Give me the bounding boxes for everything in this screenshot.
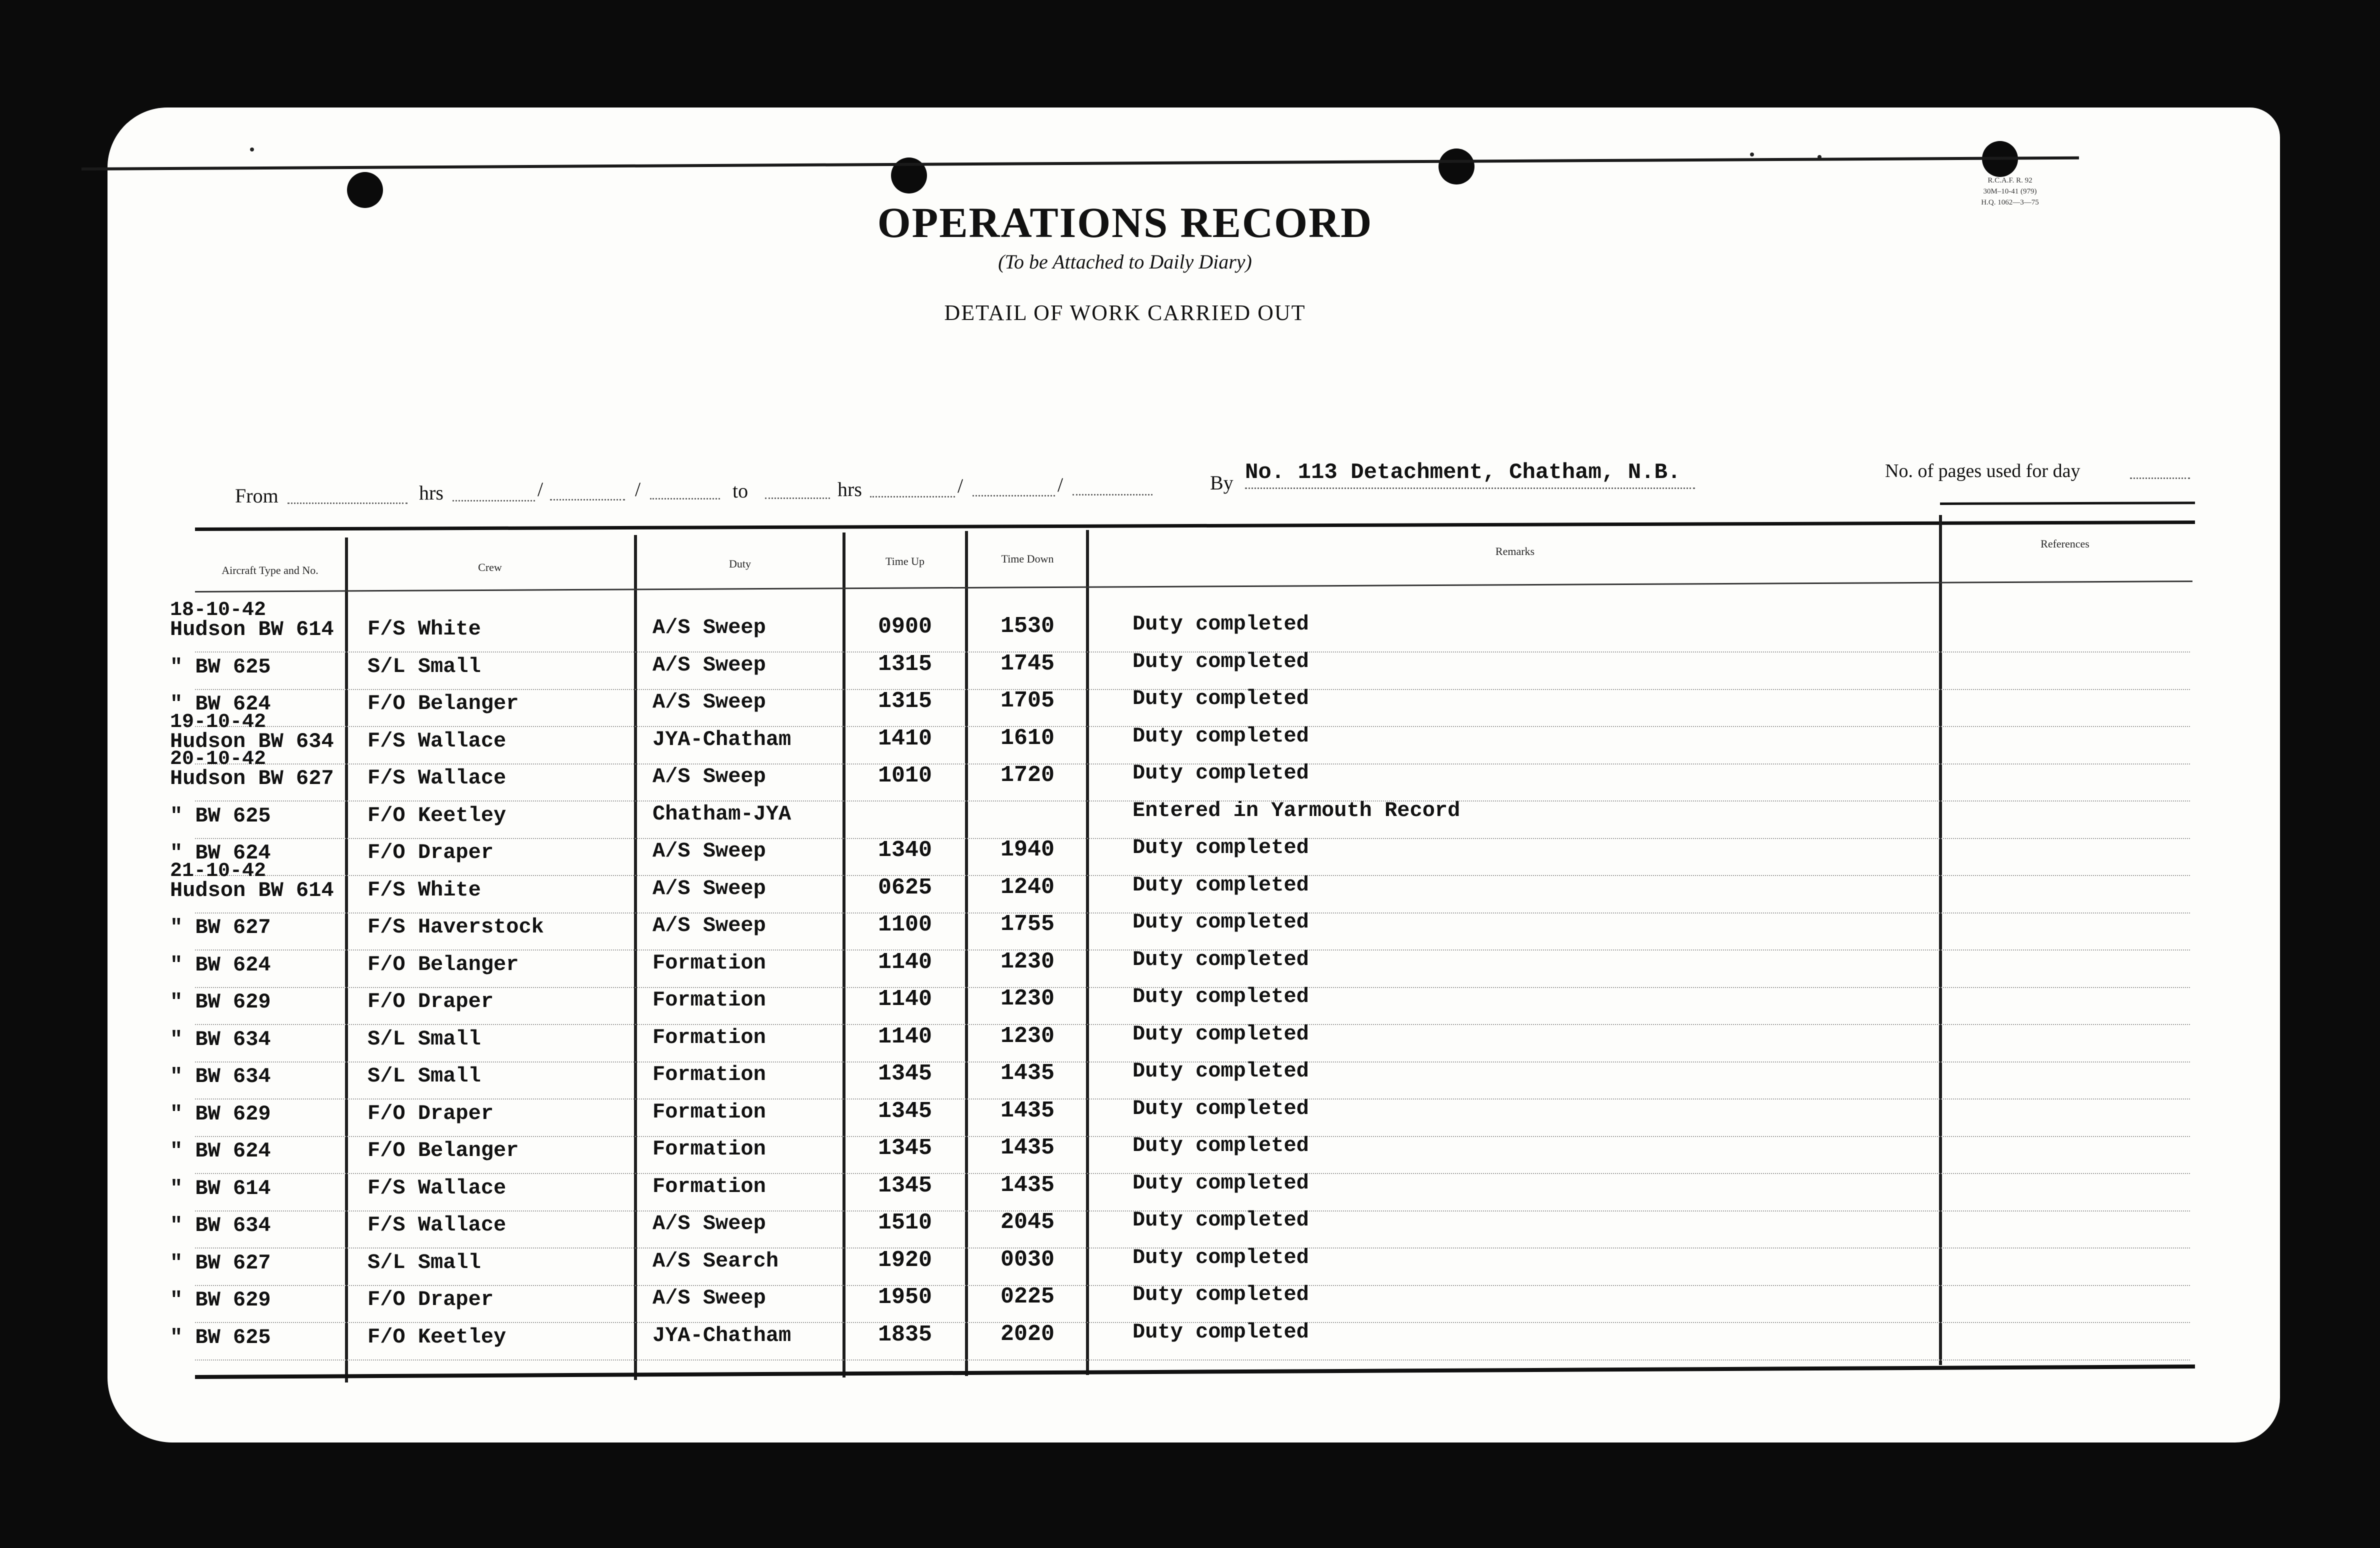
cell-up: 1340 (878, 838, 932, 863)
cell-aircraft: Hudson BW 627 (170, 766, 334, 790)
form-code (1950, 175, 2070, 208)
column-header-time-up: Time Up (885, 555, 925, 568)
cell-remarks: Duty completed (1132, 724, 1309, 748)
date-field (452, 500, 535, 502)
cell-remarks: Duty completed (1132, 1245, 1309, 1270)
cell-duty: JYA-Chatham (652, 727, 792, 752)
cell-remarks: Duty completed (1132, 1134, 1309, 1158)
cell-duty: Formation (652, 1100, 766, 1124)
cell-crew: F/S White (368, 878, 481, 902)
cell-aircraft: " BW 629 (170, 1288, 271, 1312)
cell-aircraft: " BW 627 (170, 1250, 271, 1275)
cell-remarks: Duty completed (1132, 1170, 1309, 1195)
cell-remarks: Duty completed (1132, 1208, 1309, 1232)
column-header-time-down: Time Down (1001, 552, 1054, 565)
cell-down: 2045 (1000, 1210, 1055, 1235)
cell-up: 1920 (878, 1247, 932, 1273)
cell-duty: Formation (652, 1174, 766, 1198)
cell-up: 1410 (878, 726, 932, 752)
cell-down: 1435 (1000, 1135, 1055, 1160)
cell-crew: F/O Draper (368, 1288, 494, 1312)
column-divider (965, 531, 968, 1376)
cell-remarks: Duty completed (1132, 872, 1309, 897)
cell-down: 1230 (1000, 1023, 1055, 1049)
column-header-aircraft: Aircraft Type and No. (222, 564, 318, 576)
cell-remarks: Duty completed (1132, 1022, 1309, 1046)
from-label: From (235, 484, 278, 507)
cell-duty: A/S Sweep (652, 764, 766, 788)
cell-crew: F/S Wallace (368, 728, 506, 753)
date-field (972, 495, 1055, 496)
cell-date: 19-10-42 (170, 710, 266, 734)
column-divider (1939, 515, 1942, 1365)
date-field (870, 496, 955, 498)
cell-up: 1950 (878, 1284, 932, 1310)
cell-crew: F/O Draper (368, 1101, 494, 1126)
column-divider (842, 532, 846, 1378)
form-code-line: H.Q. 1062—3—75 (1981, 198, 2039, 206)
cell-crew: F/O Draper (368, 840, 494, 864)
cell-duty: A/S Search (652, 1248, 779, 1273)
cell-remarks: Duty completed (1132, 612, 1309, 636)
date-field (650, 498, 720, 500)
cell-duty: JYA-Chatham (652, 1323, 792, 1348)
cell-aircraft: " BW 627 (170, 916, 271, 940)
cell-up: 1345 (878, 1172, 932, 1198)
cell-down: 1435 (1000, 1098, 1055, 1124)
form-code-line: R.C.A.F. R. 92 (1988, 176, 2032, 184)
cell-aircraft: Hudson BW 634 (170, 729, 334, 754)
form-code-line: 30M–10-41 (979) (1983, 188, 2037, 196)
cell-up: 1345 (878, 1136, 932, 1161)
cell-duty: A/S Sweep (652, 690, 766, 714)
cell-remarks: Duty completed (1132, 761, 1309, 785)
date-slash: / (635, 478, 641, 500)
cell-aircraft: " BW 624 (170, 692, 271, 716)
cell-duty: A/S Sweep (652, 616, 766, 640)
cell-duty: Formation (652, 988, 766, 1012)
cell-aircraft: " BW 624 (170, 952, 271, 977)
cell-aircraft: " BW 624 (170, 841, 271, 865)
cell-up: 1510 (878, 1210, 932, 1236)
cell-duty: Formation (652, 1137, 766, 1161)
cell-aircraft: " BW 634 (170, 1027, 271, 1052)
cell-date: 20-10-42 (170, 748, 266, 770)
cell-up: 1100 (878, 912, 932, 938)
pages-field (2130, 478, 2190, 479)
page-subtitle: (To be Attached to Daily Diary) (998, 250, 1252, 273)
cell-remarks: Duty completed (1132, 649, 1309, 674)
cell-crew: S/L Small (368, 1250, 481, 1274)
from-field (288, 502, 408, 504)
by-field (1245, 488, 1695, 489)
cell-crew: F/O Keetley (368, 803, 506, 828)
punch-hole (347, 172, 383, 208)
cell-up: 0900 (878, 614, 932, 640)
cell-up: 0625 (878, 874, 932, 900)
cell-remarks: Duty completed (1132, 1059, 1309, 1083)
cell-crew: F/S Wallace (368, 1176, 506, 1200)
cell-duty: A/S Sweep (652, 914, 766, 938)
cell-date: 18-10-42 (170, 599, 266, 622)
cell-remarks: Duty completed (1132, 910, 1309, 934)
cell-date: 21-10-42 (170, 860, 266, 882)
column-header-duty: Duty (729, 558, 751, 570)
cell-aircraft: " BW 629 (170, 1102, 271, 1126)
cell-remarks: Duty completed (1132, 686, 1309, 710)
cell-down: 1240 (1000, 874, 1055, 900)
punch-hole (1438, 148, 1474, 184)
cell-up: 1315 (878, 688, 932, 714)
cell-aircraft: " BW 634 (170, 1214, 271, 1238)
cell-down: 1435 (1000, 1172, 1055, 1198)
cell-up: 1835 (878, 1322, 932, 1348)
cell-remarks: Duty completed (1132, 836, 1309, 860)
cell-aircraft: " BW 625 (170, 1325, 271, 1350)
cell-down: 1230 (1000, 948, 1055, 974)
cell-crew: F/S Wallace (368, 1213, 506, 1237)
cell-duty: A/S Sweep (652, 1212, 766, 1236)
cell-down: 1435 (1000, 1060, 1055, 1086)
cell-crew: F/S Haverstock (368, 915, 544, 939)
cell-down: 1720 (1000, 762, 1055, 788)
cell-crew: F/S White (368, 617, 481, 641)
cell-crew: S/L Small (368, 1026, 481, 1051)
cell-down: 1705 (1000, 688, 1055, 714)
cell-up: 1345 (878, 1061, 932, 1086)
cell-aircraft: " BW 625 (170, 804, 271, 828)
cell-duty: A/S Sweep (652, 839, 766, 863)
cell-aircraft: " BW 624 (170, 1139, 271, 1163)
cell-down: 1755 (1000, 912, 1055, 937)
detail-heading: DETAIL OF WORK CARRIED OUT (944, 300, 1306, 325)
date-slash: / (538, 478, 544, 500)
column-header-references: References (2040, 538, 2090, 550)
cell-aircraft: " BW 625 (170, 654, 271, 679)
cell-duty: Chatham-JYA (652, 802, 792, 826)
cell-up: 1140 (878, 1024, 932, 1050)
cell-remarks: Duty completed (1132, 1282, 1309, 1306)
cell-up: 1140 (878, 949, 932, 975)
to-field (765, 498, 830, 499)
cell-crew: F/S Wallace (368, 766, 506, 790)
cell-remarks: Duty completed (1132, 984, 1309, 1008)
cell-remarks: Duty completed (1132, 1096, 1309, 1120)
date-field (550, 499, 625, 500)
cell-crew: F/O Belanger (368, 1138, 519, 1162)
cell-aircraft: " BW 629 (170, 990, 271, 1014)
cell-duty: A/S Sweep (652, 1286, 766, 1310)
cell-down: 0030 (1000, 1246, 1055, 1272)
cell-down: 1745 (1000, 650, 1055, 676)
unit-name: No. 113 Detachment, Chatham, N.B. (1245, 460, 1681, 485)
date-slash: / (1058, 474, 1064, 496)
cell-crew: F/O Keetley (368, 1324, 506, 1349)
cell-remarks: Entered in Yarmouth Record (1132, 798, 1460, 822)
cell-crew: S/L Small (368, 654, 481, 678)
cell-duty: Formation (652, 950, 766, 975)
date-slash: / (958, 474, 964, 497)
cell-aircraft: " BW 614 (170, 1176, 271, 1200)
cell-crew: F/O Belanger (368, 952, 519, 976)
column-divider (345, 538, 348, 1382)
cell-aircraft: Hudson BW 614 (170, 878, 334, 902)
column-header-remarks: Remarks (1495, 545, 1535, 558)
cell-duty: Formation (652, 1025, 766, 1050)
cell-up: 1140 (878, 986, 932, 1012)
hrs-label-2: hrs (838, 478, 862, 500)
cell-down: 0225 (1000, 1284, 1055, 1310)
cell-aircraft: " BW 634 (170, 1064, 271, 1088)
cell-remarks: Duty completed (1132, 1320, 1309, 1344)
speck (250, 148, 254, 152)
cell-down: 2020 (1000, 1321, 1055, 1347)
cell-duty: A/S Sweep (652, 652, 766, 677)
speck (1750, 152, 1754, 156)
cell-up: 1345 (878, 1098, 932, 1124)
column-header-crew: Crew (478, 561, 502, 574)
to-label: to (732, 480, 748, 502)
cell-duty: Formation (652, 1062, 766, 1086)
cell-down: 1610 (1000, 725, 1055, 751)
cell-down: 1230 (1000, 986, 1055, 1012)
date-field (1072, 494, 1152, 496)
cell-crew: S/L Small (368, 1064, 481, 1088)
cell-aircraft: Hudson BW 614 (170, 618, 334, 642)
column-divider (634, 535, 637, 1380)
hrs-label: hrs (419, 482, 444, 504)
cell-crew: F/O Belanger (368, 692, 519, 716)
cell-remarks: Duty completed (1132, 947, 1309, 972)
cell-down: 1530 (1000, 614, 1055, 639)
cell-up: 1315 (878, 651, 932, 677)
cell-down: 1940 (1000, 837, 1055, 862)
cell-up: 1010 (878, 763, 932, 788)
by-label: By (1210, 472, 1234, 494)
cell-duty: A/S Sweep (652, 876, 766, 900)
pages-label: No. of pages used for day (1885, 460, 2080, 482)
page-title: OPERATIONS RECORD (877, 198, 1373, 246)
cell-crew: F/O Draper (368, 990, 494, 1014)
